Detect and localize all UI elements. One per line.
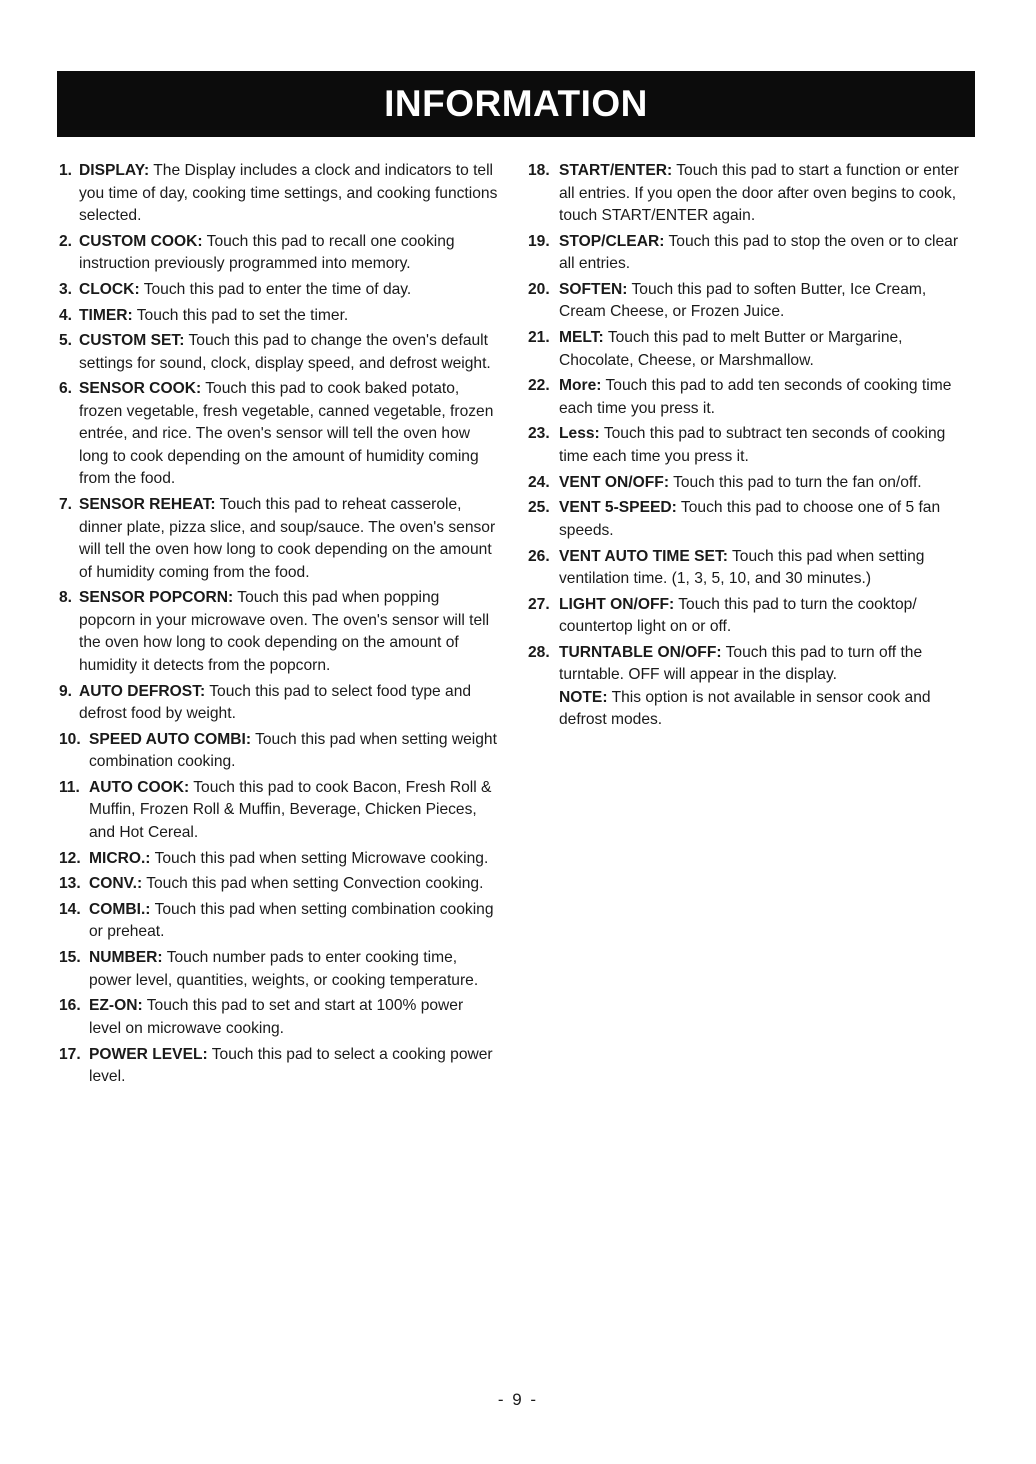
- item-number: 26.: [528, 547, 550, 565]
- page-number: - 9 -: [497, 1390, 539, 1409]
- item-description: The Display includes a clock and indicators to tell you time of day, cooking time settings, and cooking functions selected.: [79, 162, 498, 224]
- list-item: [528, 642, 968, 732]
- item-term: VENT AUTO TIME SET:: [559, 547, 728, 565]
- item-number: 19.: [528, 232, 550, 250]
- item-number: 17.: [59, 1045, 81, 1063]
- list-item: [528, 160, 968, 228]
- item-number: 13.: [59, 875, 81, 893]
- list-item: [59, 777, 499, 845]
- item-term: MICRO.:: [89, 849, 151, 867]
- item-term: EZ-ON:: [89, 997, 143, 1015]
- item-number: 22.: [528, 377, 550, 395]
- item-description: Touch this pad to recall one cooking instruction previously programmed into memory.: [79, 232, 455, 273]
- item-number: 9.: [59, 682, 73, 700]
- item-term: START/ENTER:: [559, 162, 673, 179]
- item-term: SPEED AUTO COMBI:: [89, 730, 252, 748]
- item-description: Touch this pad when setting combination cooking or preheat.: [89, 900, 494, 941]
- item-description: Touch this pad to add ten seconds of cooking time each time you press it.: [559, 377, 952, 417]
- item-term: NUMBER:: [89, 949, 163, 967]
- item-description: Touch number pads to enter cooking time, power level, quantities, weights, or cooking temperature.: [89, 949, 479, 989]
- note-label: NOTE:: [559, 688, 608, 706]
- item-term: CLOCK:: [79, 280, 140, 298]
- item-term: TURNTABLE ON/OFF:: [559, 643, 722, 661]
- item-number: 5.: [59, 332, 73, 350]
- item-term: TIMER:: [79, 306, 133, 324]
- item-term: CONV.:: [89, 875, 143, 893]
- item-number: 6.: [59, 380, 73, 398]
- list-item: [528, 546, 968, 591]
- item-description: Touch this pad to start a function or enter all entries. If you open the door after oven begins to cook, touch START/ENTER again.: [559, 162, 959, 224]
- item-number: 11.: [59, 778, 80, 796]
- item-number: 3.: [59, 280, 73, 298]
- item-term: SOFTEN:: [559, 280, 628, 298]
- item-term: Less:: [559, 425, 600, 443]
- item-term: SENSOR COOK:: [79, 380, 202, 398]
- item-number: 12.: [59, 849, 81, 867]
- list-item: [59, 899, 499, 944]
- item-number: 7.: [59, 496, 73, 514]
- list-item: [528, 594, 968, 639]
- list-item: [59, 681, 499, 726]
- item-term: CUSTOM COOK:: [79, 232, 203, 250]
- item-number: 8.: [59, 589, 73, 607]
- item-description: Touch this pad when setting ventilation time. (1, 3, 5, 10, and 30 minutes.): [559, 547, 925, 587]
- list-item: [59, 378, 499, 491]
- list-item: [59, 873, 499, 896]
- note: [559, 687, 968, 732]
- note-description: This option is not available in sensor cook and defrost modes.: [559, 688, 931, 729]
- list-item: [59, 494, 499, 584]
- list-item: [59, 279, 499, 302]
- item-description: Touch this pad when popping popcorn in your microwave oven. The oven's sensor will tell the oven how long to cook depending on the amount of humidity it detects from the popcorn.: [79, 589, 490, 674]
- item-description: Touch this pad to soften Butter, Ice Cream, Cream Cheese, or Frozen Juice.: [559, 280, 927, 321]
- item-description: Touch this pad when setting Convection cooking.: [146, 875, 484, 893]
- item-term: COMBI.:: [89, 900, 151, 918]
- left-column: [59, 160, 499, 1092]
- item-number: 21.: [528, 329, 550, 347]
- item-number: 20.: [528, 280, 550, 298]
- item-description: Touch this pad to turn off the turntable. OFF will appear in the display.: [559, 643, 923, 684]
- right-column: [528, 160, 968, 735]
- item-description: Touch this pad to select a cooking power level.: [89, 1045, 493, 1085]
- list-item: [528, 423, 968, 468]
- item-term: SENSOR POPCORN:: [79, 589, 234, 607]
- item-term: STOP/CLEAR:: [559, 232, 665, 250]
- item-description: Touch this pad to subtract ten seconds of cooking time each time you press it.: [559, 425, 946, 465]
- item-number: 15.: [59, 949, 81, 967]
- item-number: 24.: [528, 473, 550, 491]
- list-item: [59, 305, 499, 328]
- item-term: LIGHT ON/OFF:: [559, 595, 675, 613]
- list-item: [59, 1044, 499, 1089]
- item-term: CUSTOM SET:: [79, 332, 185, 350]
- header-bar: [57, 71, 975, 137]
- list-item: [59, 947, 499, 992]
- item-term: AUTO DEFROST:: [79, 682, 206, 700]
- page-title: INFORMATION: [384, 83, 648, 124]
- list-item: [59, 330, 499, 375]
- item-description: Touch this pad to select food type and defrost food by weight.: [79, 682, 472, 722]
- item-term: VENT ON/OFF:: [559, 473, 670, 491]
- item-term: AUTO COOK:: [89, 778, 190, 796]
- list-item: [528, 327, 968, 372]
- item-number: 14.: [59, 900, 81, 918]
- list-item: [528, 231, 968, 276]
- item-term: MELT:: [559, 329, 604, 347]
- list-item: [528, 472, 968, 495]
- item-number: 27.: [528, 595, 550, 613]
- item-number: 10.: [59, 730, 81, 748]
- list-item: [59, 995, 499, 1040]
- item-term: POWER LEVEL:: [89, 1045, 208, 1063]
- list-item: [59, 231, 499, 276]
- item-description: Touch this pad to melt Butter or Margarine, Chocolate, Cheese, or Marshmallow.: [559, 329, 903, 369]
- item-description: Touch this pad to reheat casserole, dinner plate, pizza slice, and soup/sauce. The oven's sensor will tell the oven how long to cook depending on the amount of humidity coming from the food.: [79, 496, 496, 581]
- item-number: 1.: [59, 162, 73, 179]
- item-description: Touch this pad to stop the oven or to clear all entries.: [559, 232, 959, 273]
- item-number: 18.: [528, 162, 550, 179]
- list-item: [528, 279, 968, 324]
- item-description: Touch this pad when setting weight combination cooking.: [89, 730, 497, 771]
- list-item: [59, 587, 499, 677]
- item-number: 2.: [59, 232, 73, 250]
- list-item: [59, 160, 499, 228]
- list-item: [528, 375, 968, 420]
- item-term: SENSOR REHEAT:: [79, 496, 216, 514]
- item-number: 16.: [59, 997, 81, 1015]
- item-description: Touch this pad to turn the cooktop/ countertop light on or off.: [559, 595, 917, 636]
- item-description: Touch this pad to change the oven's default settings for sound, clock, display speed, and defrost weight.: [79, 332, 491, 372]
- item-description: Touch this pad to cook Bacon, Fresh Roll & Muffin, Frozen Roll & Muffin, Beverage, Chicken Pieces, and Hot Cereal.: [89, 778, 492, 841]
- list-item: [59, 848, 499, 871]
- item-description: Touch this pad when setting Microwave cooking.: [154, 849, 489, 867]
- item-number: 25.: [528, 499, 550, 517]
- item-term: DISPLAY:: [79, 162, 150, 179]
- list-item: [528, 497, 968, 542]
- item-number: 23.: [528, 425, 550, 443]
- item-number: 4.: [59, 306, 73, 324]
- item-description: Touch this pad to cook baked potato, frozen vegetable, fresh vegetable, canned vegetable, frozen entrée, and rice. The oven's sensor will tell the oven how long to cook depending on the amount of humidity coming from the food.: [79, 380, 494, 488]
- item-term: More:: [559, 377, 602, 395]
- item-description: Touch this pad to choose one of 5 fan speeds.: [559, 499, 941, 539]
- item-description: Touch this pad to set the timer.: [136, 306, 349, 324]
- item-number: 28.: [528, 643, 550, 661]
- list-item: [59, 729, 499, 774]
- item-term: VENT 5-SPEED:: [559, 499, 677, 517]
- item-description: Touch this pad to set and start at 100% power level on microwave cooking.: [89, 997, 464, 1037]
- item-description: Touch this pad to enter the time of day.: [143, 280, 412, 298]
- item-description: Touch this pad to turn the fan on/off.: [673, 473, 922, 491]
